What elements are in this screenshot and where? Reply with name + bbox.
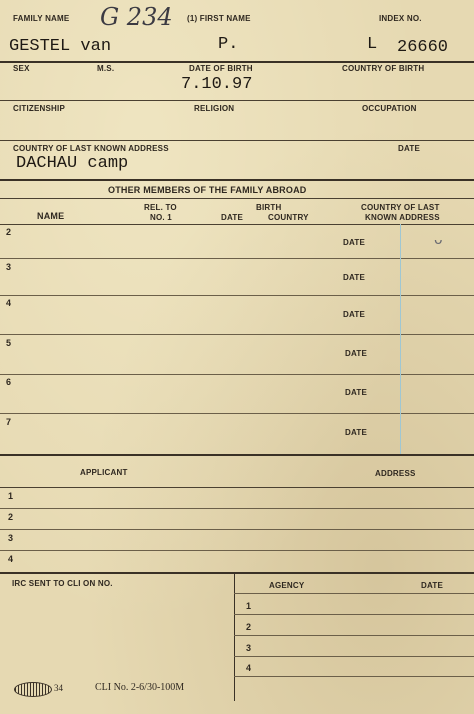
row-number: 4 [6, 298, 12, 308]
divider [0, 224, 474, 225]
divider [234, 656, 474, 657]
divider [0, 258, 474, 259]
handwritten-file-number: G 234 [100, 3, 173, 31]
divider [0, 508, 474, 509]
family-name-label: FAMILY NAME [13, 14, 70, 23]
address-label: ADDRESS [375, 469, 416, 478]
guide-line [400, 224, 401, 454]
row-date-label: DATE [343, 310, 365, 319]
divider [0, 413, 474, 414]
divider [0, 198, 474, 199]
index-letter: L [367, 35, 378, 54]
col-name-label: NAME [37, 211, 65, 221]
country-of-birth-label: COUNTRY OF BIRTH [342, 64, 425, 73]
col-birth-label: BIRTH [256, 203, 282, 212]
row-number: 6 [6, 377, 12, 387]
col-date-label: DATE [221, 213, 243, 222]
sex-label: SEX [13, 64, 30, 73]
row-date-label: DATE [345, 388, 367, 397]
family-abroad-title: OTHER MEMBERS OF THE FAMILY ABROAD [108, 185, 307, 195]
last-address-label: COUNTRY OF LAST KNOWN ADDRESS [13, 144, 169, 153]
row-number: 5 [6, 338, 12, 348]
col-country-label: COUNTRY [268, 213, 309, 222]
agency-row-number: 3 [246, 643, 252, 653]
row-date-label: DATE [345, 349, 367, 358]
applicant-row-number: 1 [8, 491, 14, 501]
col-rel-no-label: NO. 1 [150, 213, 172, 222]
index-no-value: 26660 [397, 38, 449, 57]
divider [0, 454, 474, 456]
row-number: 2 [6, 227, 12, 237]
divider [0, 334, 474, 335]
divider [234, 676, 474, 677]
agency-row-number: 1 [246, 601, 252, 611]
applicant-row-number: 4 [8, 554, 14, 564]
divider [0, 140, 474, 141]
dob-value: 7.10.97 [181, 75, 253, 94]
last-address-date-label: DATE [398, 144, 420, 153]
col-rel-label: REL. TO [144, 203, 177, 212]
family-name-value: GESTEL van [9, 37, 112, 56]
divider [0, 179, 474, 181]
applicant-row-number: 2 [8, 512, 14, 522]
agency-date-label: DATE [421, 581, 443, 590]
col-known-address-label: KNOWN ADDRESS [365, 213, 440, 222]
divider [0, 374, 474, 375]
form-code: CLI No. 2-6/30-100M [95, 682, 185, 693]
citizenship-label: CITIZENSHIP [13, 104, 65, 113]
pencil-mark-icon: ᴗ [434, 232, 443, 248]
union-label-logo [14, 682, 52, 697]
first-name-value: P. [218, 35, 239, 54]
divider [234, 635, 474, 636]
last-address-value: DACHAU camp [16, 154, 129, 173]
divider [0, 550, 474, 551]
occupation-label: OCCUPATION [362, 104, 417, 113]
divider [234, 614, 474, 615]
ms-label: M.S. [97, 64, 115, 73]
irc-sent-label: IRC SENT TO CLI ON NO. [12, 579, 113, 588]
divider [0, 295, 474, 296]
religion-label: RELIGION [194, 104, 235, 113]
col-country-last-label: COUNTRY OF LAST [361, 203, 440, 212]
agency-row-number: 4 [246, 663, 252, 673]
divider [0, 100, 474, 101]
row-number: 7 [6, 417, 12, 427]
logo-number: 34 [54, 683, 63, 693]
row-date-label: DATE [345, 428, 367, 437]
applicant-row-number: 3 [8, 533, 14, 543]
first-name-label: (1) FIRST NAME [187, 14, 251, 23]
divider [0, 61, 474, 63]
agency-row-number: 2 [246, 622, 252, 632]
divider [0, 572, 474, 574]
row-number: 3 [6, 262, 12, 272]
agency-label: AGENCY [269, 581, 305, 590]
dob-label: DATE OF BIRTH [189, 64, 253, 73]
index-no-label: INDEX NO. [379, 14, 422, 23]
divider [234, 593, 474, 594]
row-date-label: DATE [343, 273, 365, 282]
row-date-label: DATE [343, 238, 365, 247]
divider [0, 529, 474, 530]
applicant-label: APPLICANT [80, 468, 128, 477]
divider [0, 487, 474, 488]
